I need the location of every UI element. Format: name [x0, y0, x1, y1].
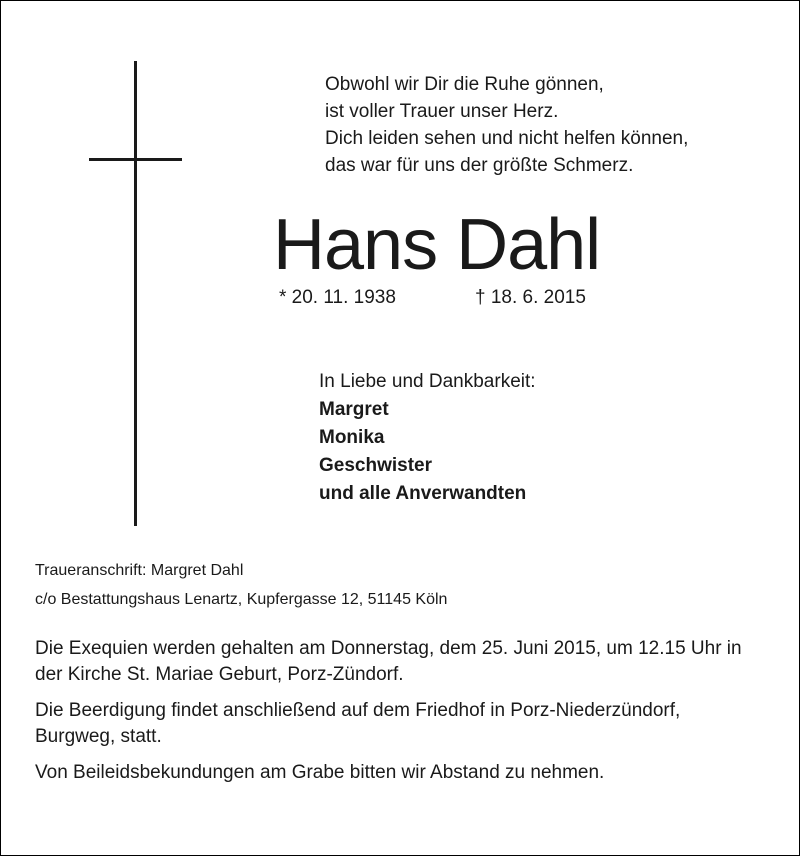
- address-line: c/o Bestattungshaus Lenartz, Kupfergasse 12, 51145 Köln: [35, 591, 448, 608]
- death-date: † 18. 6. 2015: [475, 287, 586, 308]
- mourners-block: [319, 368, 536, 508]
- mourners-intro: In Liebe und Dankbarkeit:: [319, 371, 536, 392]
- poem-line: Dich leiden sehen und nicht helfen können,: [325, 128, 689, 149]
- poem-line: das war für uns der größte Schmerz.: [325, 155, 634, 176]
- info-paragraph: Die Beerdigung findet anschließend auf dem Friedhof in Porz-Niederzündorf, Burgweg, statt.: [35, 700, 681, 747]
- mourner-name: Geschwister: [319, 455, 432, 476]
- poem-line: Obwohl wir Dir die Ruhe gönnen,: [325, 74, 604, 95]
- birth-date: * 20. 11. 1938: [279, 287, 396, 308]
- info-paragraph: Von Beileidsbekundungen am Grabe bitten wir Abstand zu nehmen.: [35, 762, 605, 783]
- mourner-name: Margret: [319, 399, 389, 420]
- cross-icon-crossbar: [89, 158, 182, 161]
- poem-line: ist voller Trauer unser Herz.: [325, 101, 559, 122]
- info-paragraph: Die Exequien werden gehalten am Donnerstag, dem 25. Juni 2015, um 12.15 Uhr in der Kirche St. Mariae Geburt, Porz-Zündorf.: [35, 638, 742, 685]
- funeral-info: [35, 636, 755, 796]
- mourning-address: [35, 556, 447, 614]
- cross-icon: [134, 61, 137, 526]
- memorial-poem: [325, 71, 688, 179]
- address-line: Traueranschrift: Margret Dahl: [35, 562, 244, 579]
- mourner-name: und alle Anverwandten: [319, 483, 527, 504]
- deceased-name: Hans Dahl: [273, 205, 601, 285]
- mourner-name: Monika: [319, 427, 385, 448]
